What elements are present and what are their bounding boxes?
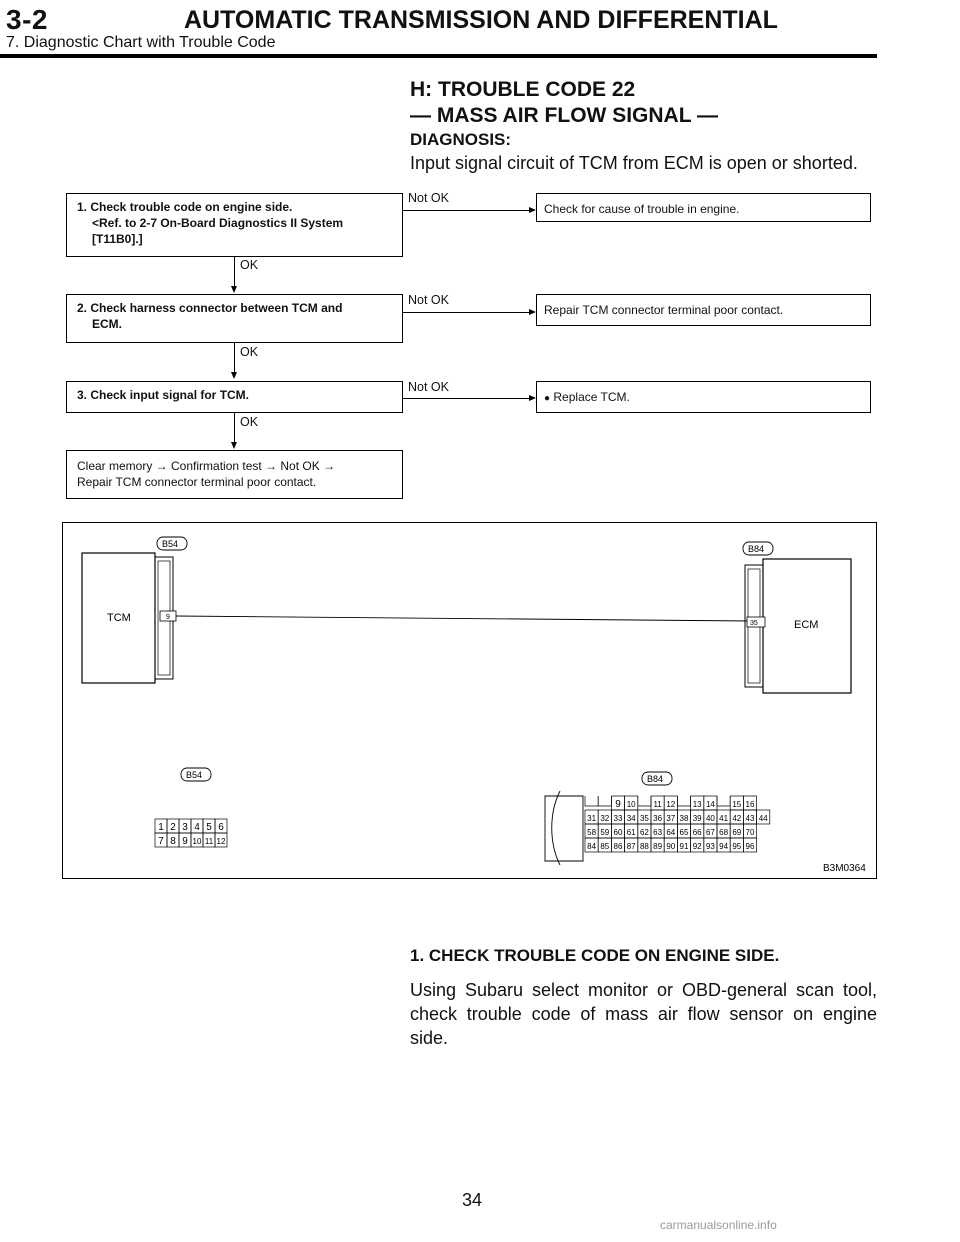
step-2-ok-label: OK [240,345,259,359]
figure-code: B3M0364 [823,863,866,874]
section-title: AUTOMATIC TRANSMISSION AND DIFFERENTIAL [184,6,778,34]
step-3-ok-line [234,413,235,443]
connector-pin-label: 13 [692,800,702,809]
connector-pin-label: 7 [158,836,164,847]
connector-pin-label: 58 [587,828,597,837]
connector-pin-label: 61 [626,828,636,837]
step-2-ok-line [234,343,235,373]
connector-pin-label: 8 [170,836,176,847]
connector-gap [677,796,690,806]
connector-pin-label: 38 [679,814,689,823]
connector-pin-label: 66 [692,828,702,837]
subsection-title: 7. Diagnostic Chart with Trouble Code [6,34,276,51]
step-2-box [66,294,403,343]
connector-pin-label: 40 [705,814,715,823]
trouble-code-title-line2: — MASS AIR FLOW SIGNAL — [410,104,718,127]
connector-pin-label: 43 [745,814,755,823]
connector-pin-label: 90 [666,842,676,851]
step-1-not-ok-label: Not OK [408,191,449,205]
b54-face-tag-text: B54 [186,770,203,780]
step-1-line1: 1. Check trouble code on engine side. [77,200,293,214]
diagnosis-label: DIAGNOSIS: [410,130,512,149]
connector-pin-label: 60 [613,828,623,837]
connector-pin-label: 11 [653,800,662,809]
connector-pin-label: 3 [182,822,188,833]
connector-pin-label: 1 [158,822,164,833]
step-1-ok-arrow [231,286,237,293]
connector-pin-label: 95 [732,842,742,851]
connector-pin-label: 96 [745,842,755,851]
watermark: carmanualsonline.info [660,1218,777,1232]
b84-tag-text: B84 [748,544,765,554]
connector-pin-label: 14 [705,800,715,809]
step-1-line3: [T11B0].] [92,232,143,246]
ecm-pin: 35 [750,620,758,627]
ecm-label: ECM [794,619,819,631]
step-2-not-ok-label: Not OK [408,293,449,307]
step-3-ok-label: OK [240,415,259,429]
wiring-diagram-svg [63,523,878,880]
connector-pin-label: 10 [626,800,636,809]
connector-pin-label: 39 [692,814,702,823]
connector-pin-label: 62 [639,828,649,837]
connector-pin-label: 11 [204,837,214,846]
step-2-line1: 2. Check harness connector between TCM and [77,301,343,315]
connector-pin-label: 31 [587,814,597,823]
step-2-action-box [536,294,871,326]
step-3-not-ok-line [403,398,530,399]
b84-pin-grid [585,796,770,852]
trouble-code-title-line1: H: TROUBLE CODE 22 [410,78,636,101]
connector-pin-label: 68 [719,828,729,837]
connector-pin-label: 89 [653,842,663,851]
tcm-label: TCM [107,612,131,624]
connector-pin-label: 63 [653,828,663,837]
signal-wire [176,616,751,621]
connector-pin-label: 37 [666,814,676,823]
connector-pin-label: 91 [679,842,689,851]
step-3-not-ok-arrow [529,395,536,401]
b54-tag-text: B54 [162,539,179,549]
connector-pin-label: 5 [206,822,212,833]
connector-pin-label: 84 [587,842,597,851]
connector-pin-label: 88 [639,842,649,851]
connector-pin-label: 64 [666,828,676,837]
step-2-not-ok-line [403,312,530,313]
connector-pin-label: 2 [170,822,176,833]
step-3-line1: 3. Check input signal for TCM. [77,388,250,402]
connector-pin-label: 93 [705,842,715,851]
connector-pin-label: 59 [600,828,610,837]
wiring-diagram [62,522,877,879]
step-1-not-ok-arrow [529,207,536,213]
connector-pin-label: 12 [216,837,226,846]
tcm-pin: 9 [166,614,170,621]
step-1-ok-line [234,257,235,287]
connector-pin-label: 67 [705,828,715,837]
step-1-action-box [536,193,871,222]
trouble-code-title [410,77,718,129]
b84-face-tag-text: B84 [647,774,664,784]
connector-pin-label: 33 [613,814,623,823]
connector-pin-label: 16 [745,800,755,809]
step-1-ok-label: OK [240,258,259,272]
step-2-action: Repair TCM connector terminal poor contact. [544,303,784,317]
step-2-not-ok-arrow [529,309,536,315]
connector-pin-label: 10 [192,837,202,846]
connector-pin-label: 86 [613,842,623,851]
connector-gap [638,796,651,806]
connector-pin-label: 9 [182,836,188,847]
final-action-box [66,450,403,499]
connector-pin-label: 36 [653,814,663,823]
step-3-not-ok-label: Not OK [408,380,449,394]
connector-pin-label: 12 [666,800,676,809]
step-1-box [66,193,403,257]
section-number: 3-2 [6,4,48,35]
connector-pin-label: 42 [732,814,742,823]
page-number: 34 [462,1190,483,1210]
connector-pin-label: 69 [732,828,742,837]
connector-pin-label: 32 [600,814,610,823]
connector-pin-label: 85 [600,842,610,851]
step-3-ok-arrow [231,442,237,449]
diagnosis-text: Input signal circuit of TCM from ECM is open or shorted. [410,153,858,173]
bullet-icon: ● [544,393,551,404]
final-line2: Repair TCM connector terminal poor contact. [77,475,317,489]
step-detail-heading: 1. CHECK TROUBLE CODE ON ENGINE SIDE. [410,946,780,965]
connector-pin-label: 44 [758,814,768,823]
connector-pin-label: 94 [719,842,729,851]
step-3-action-box [536,381,871,413]
connector-pin-label: 4 [194,822,200,833]
connector-pin-label: 87 [626,842,636,851]
header-rule [0,54,877,58]
step-2-ok-arrow [231,372,237,379]
connector-gap [585,796,598,806]
b54-pin-grid [155,819,227,847]
step-3-action: Replace TCM. [553,390,630,404]
step-detail-text: Using Subaru select monitor or OBD-general scan tool, check trouble code of mass air flow sensor on engine side. [410,980,877,1048]
connector-pin-label: 6 [218,822,224,833]
step-1-line2: <Ref. to 2-7 On-Board Diagnostics II System [92,216,344,230]
connector-pin-label: 15 [732,800,742,809]
step-1-action: Check for cause of trouble in engine. [544,202,740,216]
connector-pin-label: 34 [626,814,636,823]
connector-gap [717,796,730,806]
step-2-line2: ECM. [92,317,122,331]
b84-housing [545,796,583,861]
connector-pin-label: 65 [679,828,689,837]
final-line1: Clear memory → Confirmation test → Not OK → [77,459,336,473]
connector-pin-label: 35 [639,814,649,823]
connector-pin-label: 92 [692,842,702,851]
step-3-box [66,381,403,413]
connector-pin-label: 41 [719,814,729,823]
connector-gap [598,796,611,806]
connector-pin-label: 70 [745,828,755,837]
connector-pin-label: 9 [615,799,621,810]
step-1-not-ok-line [403,210,530,211]
